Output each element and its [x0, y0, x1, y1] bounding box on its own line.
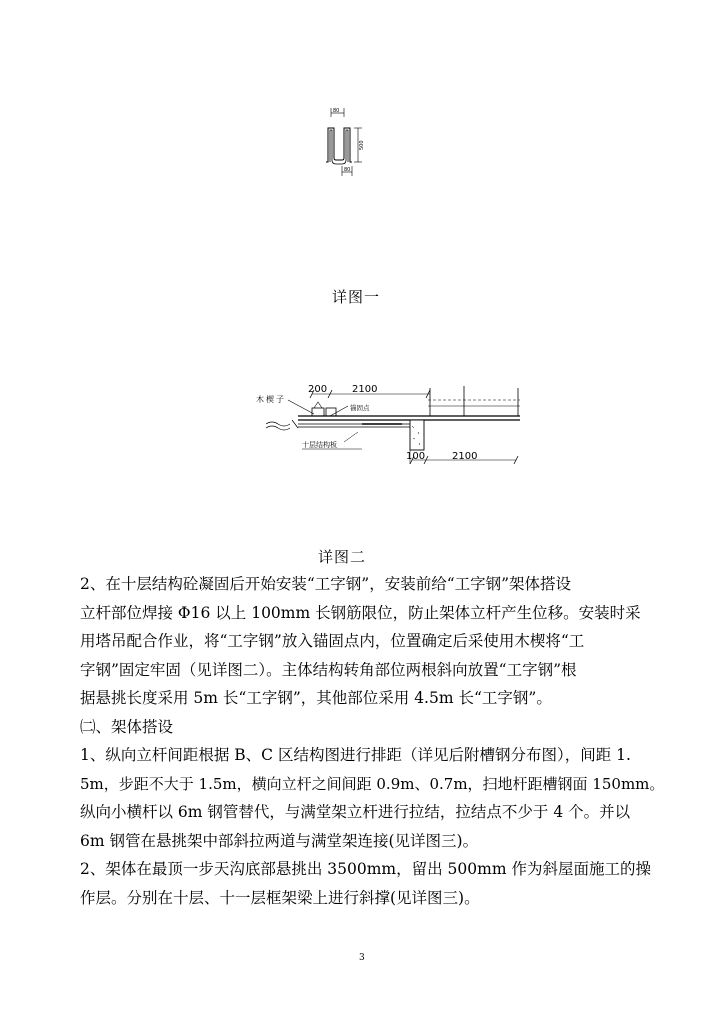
figure-2-dim-top-long: 2100	[352, 384, 378, 395]
text-line: 5m，步距不大于 1.5m，横向立杆之间间距 0.9m、0.7m，扫地杆距槽钢面 150mm。	[80, 774, 665, 793]
figure-2-caption: 详图二	[318, 548, 367, 566]
text-line: 据悬挑长度采用 5m 长“工字钢”，其他部位采用 4.5m 长“工字钢”。	[80, 689, 552, 707]
figure-1-dim-top: 80	[333, 108, 340, 114]
figure-1-dim-side: 500	[359, 140, 365, 150]
text-line: 1、纵向立杆间距根据 B、C 区结构图进行排距（详见后附槽钢分布图），间距 1.	[80, 746, 631, 764]
text-line: 2、架体在最顶一步天沟底部悬挑出 3500mm，留出 500mm 作为斜屋面施工的操	[80, 860, 651, 878]
section-heading: ㈡、架体搭设	[80, 717, 174, 736]
figure-2-dim-bottom-short: 100	[406, 451, 426, 462]
text-line: 作层。分别在十层、十一层框架梁上进行斜撑(见详图三)。	[80, 888, 480, 907]
text-line: 立杆部位焊接 Φ16 以上 100mm 长钢筋限位，防止架体立杆产生位移。安装时采	[80, 603, 641, 622]
page-number: 3	[359, 953, 365, 963]
figure-2-label-anchor: 锚固点	[350, 404, 370, 412]
figure-2-label-slab: 十层结构板	[302, 441, 337, 449]
paragraph-install-ibeam	[80, 570, 670, 912]
text-line: 用塔吊配合作业，将“工字钢”放入锚固点内，位置确定后采使用木楔将“工	[80, 632, 585, 650]
figure-2-dim-bottom-long: 2100	[452, 451, 478, 462]
text-line: 纵向小横杆以 6m 钢管替代，与满堂架立杆进行拉结，拉结点不少于 4 个。并以	[80, 803, 631, 821]
text-line: 6m 钢管在悬挑架中部斜拉两道与满堂架连接(见详图三)。	[80, 831, 479, 850]
figure-2-dim-top-short: 200	[308, 384, 328, 395]
figure-1-caption: 详图一	[332, 288, 381, 306]
text-line: 2、在十层结构砼凝固后开始安装“工字钢”，安装前给“工字钢”架体搭设	[80, 575, 572, 593]
figure-2-cantilever-detail	[252, 380, 524, 472]
figure-2-label-wedge: 木楔子	[256, 395, 286, 404]
figure-1-anchor-detail	[318, 106, 370, 178]
text-line: 字钢”固定牢固（见详图二）。主体结构转角部位两根斜向放置“工字钢”根	[80, 660, 577, 679]
figure-1-dim-bottom: 80	[344, 167, 351, 173]
